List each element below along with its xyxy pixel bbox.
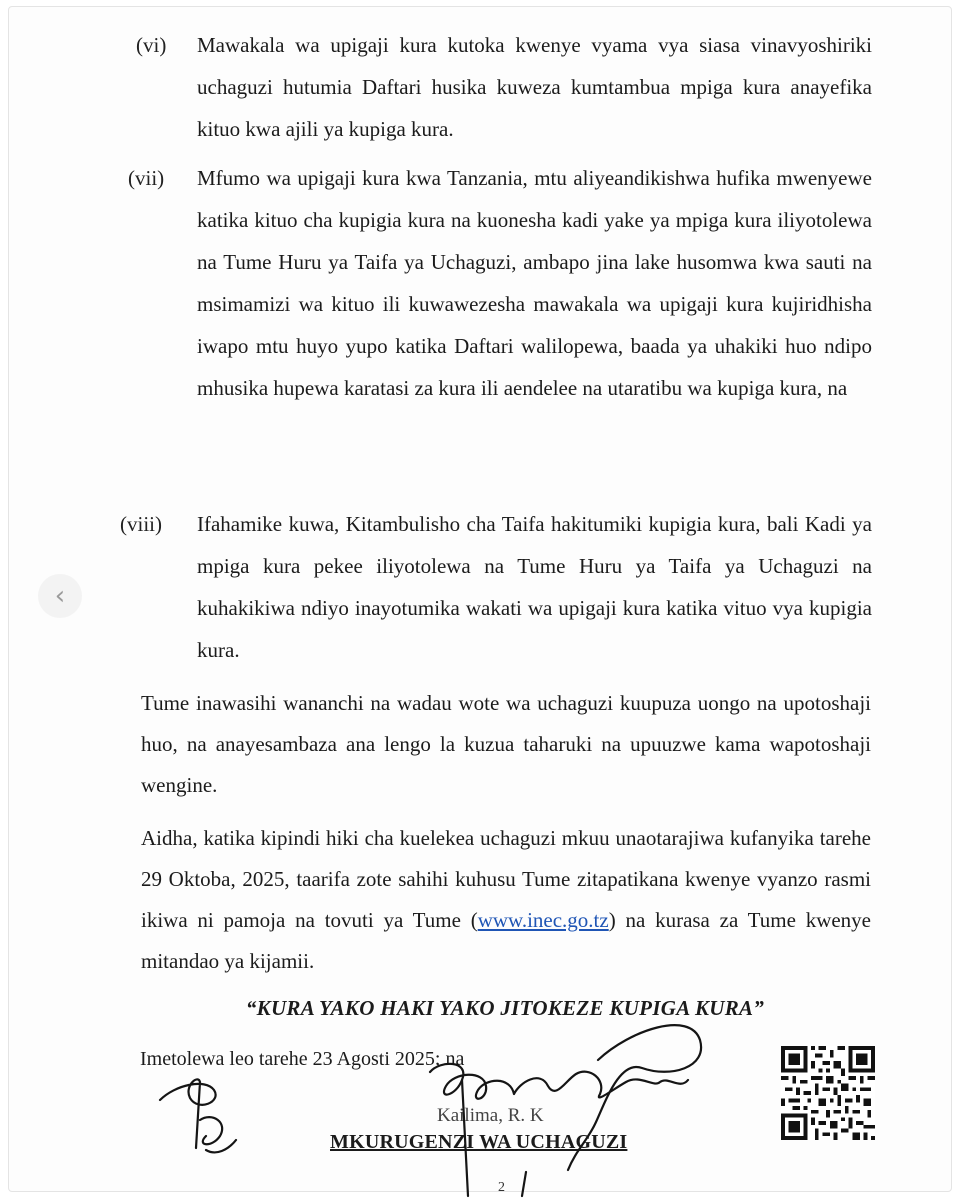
chevron-left-icon: ‹ [54,581,66,611]
signer-name: Kailima, R. K [437,1105,544,1126]
item-text: Ifahamike kuwa, Kitambulisho cha Taifa hakitumiki kupigia kura, bali Kadi ya mpiga kura pekee iliyotolewa na Tume Huru ya Taifa ya Uchaguzi na kuhakikiwa ndiyo inayotumika wakati wa upigaji kura katika vituo vya kupigia kura. [197,512,872,662]
item-text: Mfumo wa upigaji kura kwa Tanzania, mtu aliyeandikishwa hufika mwenyewe katika kituo cha kupigia kura na kuonesha kadi yake ya mpiga kura iliyotolewa na Tume Huru ya Taifa ya Uchaguzi, ambapo jina lake husomwa kwa sauti na msimamizi wa kituo ili kuwawezesha mawakala wa upigaji kura kujiridhisha iwapo mtu huyo yupo katika Daftari walilopewa, baada ya uhakiki huo ndipo mhusika hupewa karatasi za kura ili aendelee na utaratibu wa kupiga kura, na [197,166,872,400]
item-text: Mawakala wa upigaji kura kutoka kwenye vyama vya siasa vinavyoshiriki uchaguzi hutumia Daftari husika kuweza kumtambua mpiga kura anayefika kituo kwa ajili ya kupiga kura. [197,33,872,141]
slogan: “KURA YAKO HAKI YAKO JITOKEZE KUPIGA KURA” [245,996,765,1020]
issued-line: Imetolewa leo tarehe 23 Agosti 2025; na [140,1048,465,1070]
page-number: 2 [498,1180,505,1195]
paragraph-text: ) na kurasa za Tume kwenye mitandao ya kijamii. [141,908,872,973]
paragraph-text: Aidha, katika kipindi hiki cha kuelekea uchaguzi mkuu unaotarajiwa kufanyika tarehe 29 Oktoba, 2025, taarifa zote sahihi kuhusu Tume zitapatikana kwenye vyanzo rasmi ikiwa ni pamoja na tovuti ya Tume ( [141,826,871,932]
website-link[interactable]: www.inec.go.tz [477,908,609,932]
item-number: (viii) [120,512,162,536]
signer-position: MKURUGENZI WA UCHAGUZI [330,1131,628,1153]
item-number: (vi) [136,33,167,57]
qr-code-icon [780,1046,876,1140]
item-number: (vii) [128,166,165,190]
side-nav-button[interactable] [38,574,82,618]
paragraph: Tume inawasihi wananchi na wadau wote wa uchaguzi kuupuza uongo na upotoshaji huo, na anayesambaza ana lengo la kuzua taharuki na upuuzwe kama wapotoshaji wengine. [141,691,871,797]
paragraph [141,818,871,982]
